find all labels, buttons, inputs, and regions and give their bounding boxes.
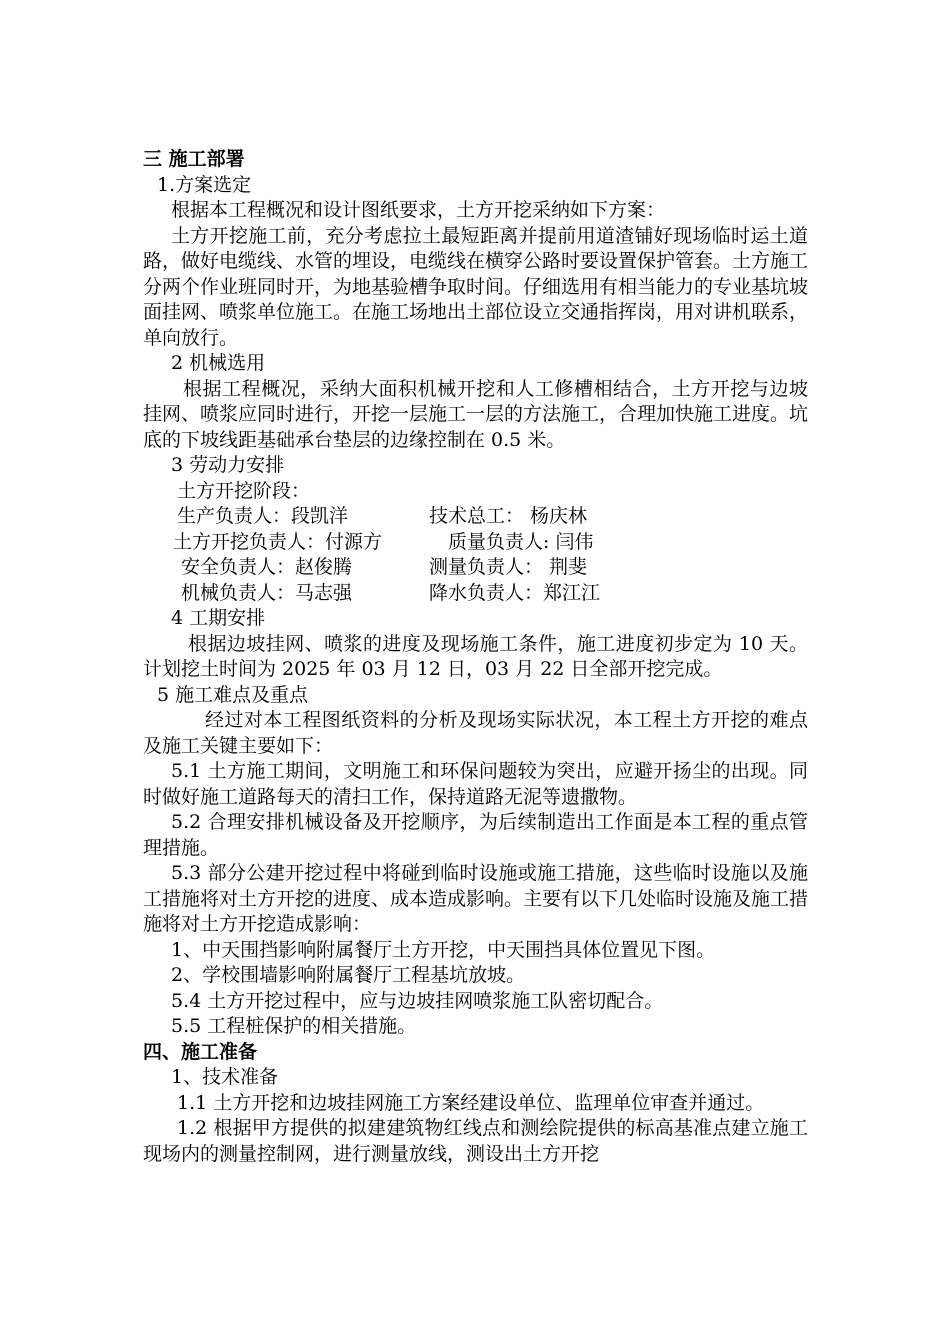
staff-right: 降水负责人：郑江江	[429, 581, 601, 604]
paragraph: 5.1 土方施工期间，文明施工和环保问题较为突出，应避开扬尘的出现。同时做好施工道路每天的清扫工作，保持道路无泥等遗撒物。	[143, 760, 808, 808]
staff-left: 生产负责人：段凯洋	[177, 505, 349, 527]
paragraph: 5.5 工程桩保护的相关措施。	[171, 1015, 417, 1037]
section-3-title: 三 施工部署	[143, 148, 245, 170]
subsection-4-title: 4 工期安排	[171, 607, 266, 629]
paragraph: 根据本工程概况和设计图纸要求，土方开挖采纳如下方案：	[171, 199, 666, 221]
paragraph: 5.4 土方开挖过程中，应与边坡挂网喷浆施工队密切配合。	[171, 989, 664, 1012]
subsection-1-title: 1.方案选定	[157, 173, 252, 196]
staff-left: 安全负责人：赵俊腾	[181, 556, 353, 578]
staff-right: 技术总工： 杨庆林	[429, 505, 588, 527]
list-item: 2、学校围墙影响附属餐厅工程基坑放坡。	[171, 964, 526, 986]
staff-row	[143, 530, 808, 556]
staff-left: 土方开挖负责人：付源方	[173, 530, 383, 553]
document-page	[143, 147, 808, 1167]
staff-left: 机械负责人：马志强	[181, 581, 353, 604]
labor-stage-label: 土方开挖阶段：	[177, 479, 311, 502]
paragraph: 土方开挖施工前，充分考虑拉土最短距离并提前用道渣铺好现场临时运土道路，做好电缆线、水管的埋设，电缆线在横穿公路时要设置保护管套。土方施工分两个作业班同时开，为地基验槽争取时间。仔细选用有相当能力的专业基坑坡面挂网、喷浆单位施工。在施工场地出土部位设立交通指挥岗，用对讲机联系，单向放行。	[143, 224, 809, 349]
paragraph: 经过对本工程图纸资料的分析及现场实际状况，本工程土方开挖的难点及施工关键主要如下：	[143, 709, 808, 757]
paragraph: 1.1 土方开挖和边坡挂网施工方案经建设单位、监理单位审查并通过。	[177, 1091, 765, 1114]
staff-right: 测量负责人： 荆斐	[429, 556, 588, 578]
section-4-title: 四、施工准备	[143, 1040, 258, 1063]
subsection-2-title: 2 机械选用	[171, 352, 266, 374]
paragraph: 5.3 部分公建开挖过程中将碰到临时设施或施工措施，这些临时设施以及施工措施将对土方开挖的进度、成本造成影响。主要有以下几处临时设施及施工措施将对土方开挖造成影响：	[143, 862, 809, 935]
staff-row	[143, 504, 808, 530]
staff-row	[143, 555, 808, 581]
paragraph: 根据边坡挂网、喷浆的进度及现场施工条件，施工进度初步定为 10 天。计划挖土时间为 2025 年 03 月 12 日，03 月 22 日全部开挖完成。	[143, 632, 808, 680]
subsection-title: 1、技术准备	[171, 1066, 279, 1088]
paragraph: 根据工程概况，采纳大面积机械开挖和人工修槽相结合，土方开挖与边坡挂网、喷浆应同时进行，开挖一层施工一层的方法施工，合理加快施工进度。坑底的下坡线距基础承台垫层的边缘控制在 0.5 米。	[143, 377, 809, 451]
paragraph: 5.2 合理安排机械设备及开挖顺序，为后续制造出工作面是本工程的重点管理措施。	[143, 811, 808, 859]
subsection-5-title: 5 施工难点及重点	[157, 683, 309, 706]
paragraph: 1.2 根据甲方提供的拟建建筑物红线点和测绘院提供的标高基准点建立施工现场内的测量控制网，进行测量放线，测设出土方开挖	[143, 1117, 808, 1165]
list-item: 1、中天围挡影响附属餐厅土方开挖，中天围挡具体位置见下图。	[171, 938, 716, 961]
subsection-3-title: 3 劳动力安排	[171, 454, 285, 476]
staff-row	[143, 581, 808, 607]
staff-right: 质量负责人: 闫伟	[448, 530, 594, 553]
